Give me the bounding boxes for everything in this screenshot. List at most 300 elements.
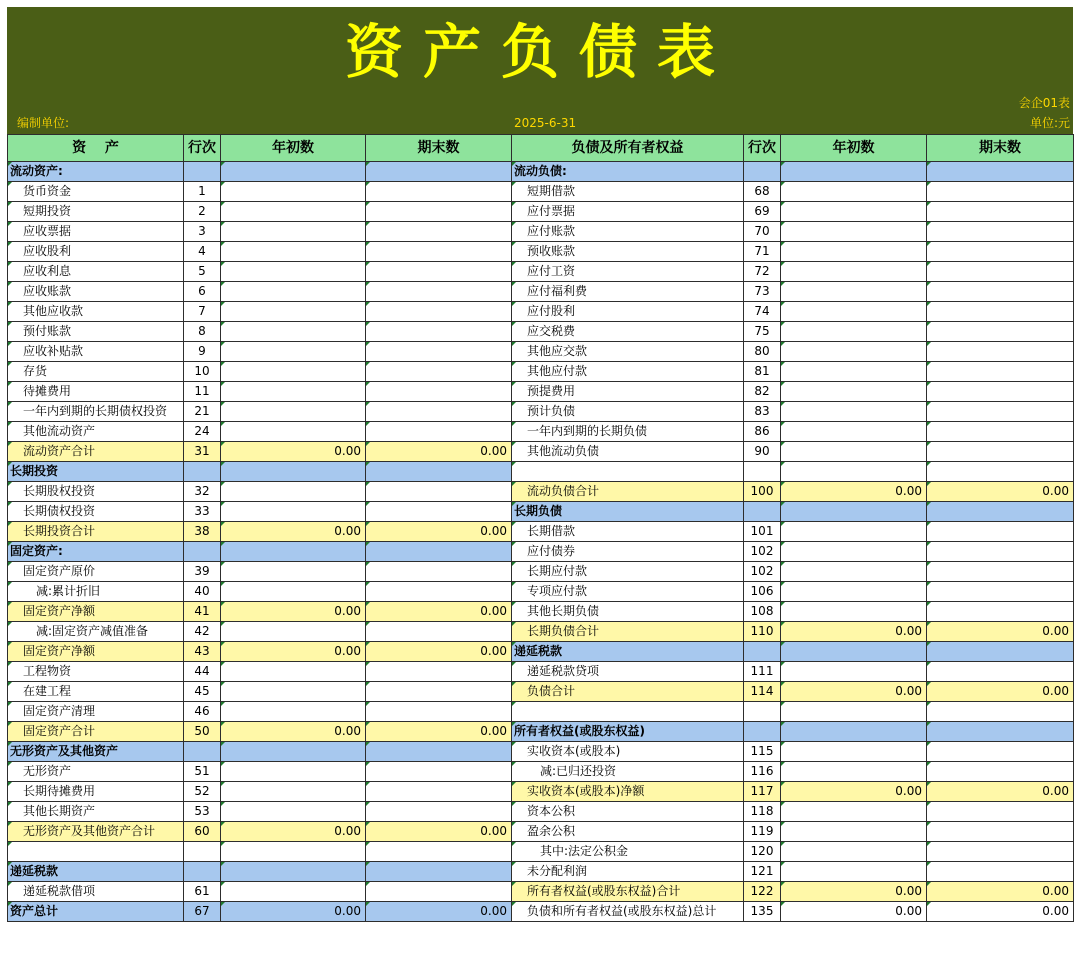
liability-closing-amount[interactable]	[927, 182, 1074, 202]
table-row	[8, 582, 1074, 602]
asset-item-label: 应收账款	[8, 282, 184, 302]
asset-line-number: 45	[184, 682, 221, 702]
liability-closing-amount[interactable]	[927, 602, 1074, 622]
liability-line-number	[744, 502, 781, 522]
asset-closing-amount[interactable]	[366, 202, 512, 222]
asset-closing-amount[interactable]	[366, 882, 512, 902]
liability-closing-amount[interactable]	[927, 862, 1074, 882]
liability-closing-amount[interactable]	[927, 562, 1074, 582]
liability-line-number: 82	[744, 382, 781, 402]
liability-line-number: 106	[744, 582, 781, 602]
asset-opening-amount[interactable]: 0.00	[221, 602, 366, 622]
asset-closing-amount[interactable]	[366, 762, 512, 782]
asset-item-label: 货币资金	[8, 182, 184, 202]
asset-opening-amount[interactable]	[221, 582, 366, 602]
asset-item-label: 待摊费用	[8, 382, 184, 402]
asset-closing-amount[interactable]	[366, 702, 512, 722]
liability-opening-amount[interactable]	[781, 722, 927, 742]
liability-line-number: 70	[744, 222, 781, 242]
liability-line-number: 121	[744, 862, 781, 882]
liability-opening-amount[interactable]	[781, 522, 927, 542]
asset-closing-amount[interactable]	[366, 162, 512, 182]
liability-closing-amount[interactable]	[927, 842, 1074, 862]
asset-item-label: 流动资产合计	[8, 442, 184, 462]
liability-closing-amount[interactable]	[927, 262, 1074, 282]
col-header-assets: 资 产	[8, 135, 184, 162]
asset-line-number: 53	[184, 802, 221, 822]
asset-closing-amount[interactable]	[366, 662, 512, 682]
table-row	[8, 222, 1074, 242]
asset-item-label: 应收利息	[8, 262, 184, 282]
liability-opening-amount[interactable]	[781, 222, 927, 242]
liability-item-label: 应付债券	[512, 542, 744, 562]
asset-line-number: 1	[184, 182, 221, 202]
liability-item-label: 应付股利	[512, 302, 744, 322]
table-row	[8, 702, 1074, 722]
asset-item-label: 其他应收款	[8, 302, 184, 322]
asset-line-number: 39	[184, 562, 221, 582]
liability-opening-amount[interactable]	[781, 542, 927, 562]
asset-opening-amount[interactable]: 0.00	[221, 822, 366, 842]
asset-opening-amount[interactable]	[221, 162, 366, 182]
liability-item-label: 所有者权益(或股东权益)	[512, 722, 744, 742]
table-row	[8, 162, 1074, 182]
liability-closing-amount[interactable]	[927, 702, 1074, 722]
liability-item-label: 所有者权益(或股东权益)合计	[512, 882, 744, 902]
asset-item-label: 固定资产净额	[8, 602, 184, 622]
asset-line-number: 4	[184, 242, 221, 262]
liability-opening-amount[interactable]	[781, 602, 927, 622]
asset-opening-amount[interactable]	[221, 422, 366, 442]
liability-line-number: 75	[744, 322, 781, 342]
asset-opening-amount[interactable]	[221, 622, 366, 642]
liability-item-label: 应付票据	[512, 202, 744, 222]
liability-item-label: 其他应交款	[512, 342, 744, 362]
table-row	[8, 242, 1074, 262]
table-row	[8, 662, 1074, 682]
table-row	[8, 382, 1074, 402]
asset-opening-amount[interactable]	[221, 322, 366, 342]
liability-closing-amount[interactable]	[927, 742, 1074, 762]
asset-line-number: 51	[184, 762, 221, 782]
liability-opening-amount[interactable]	[781, 242, 927, 262]
liability-closing-amount[interactable]	[927, 322, 1074, 342]
asset-closing-amount[interactable]	[366, 842, 512, 862]
asset-opening-amount[interactable]	[221, 402, 366, 422]
asset-opening-amount[interactable]	[221, 662, 366, 682]
asset-line-number: 31	[184, 442, 221, 462]
asset-closing-amount[interactable]	[366, 582, 512, 602]
asset-opening-amount[interactable]	[221, 342, 366, 362]
asset-opening-amount[interactable]	[221, 702, 366, 722]
asset-item-label: 工程物资	[8, 662, 184, 682]
asset-line-number: 38	[184, 522, 221, 542]
table-row	[8, 642, 1074, 662]
asset-line-number: 33	[184, 502, 221, 522]
asset-item-label: 流动资产:	[8, 162, 184, 182]
asset-closing-amount[interactable]	[366, 622, 512, 642]
liability-closing-amount[interactable]	[927, 802, 1074, 822]
asset-opening-amount[interactable]	[221, 562, 366, 582]
asset-closing-amount[interactable]	[366, 322, 512, 342]
liability-line-number: 71	[744, 242, 781, 262]
liability-opening-amount[interactable]: 0.00	[781, 882, 927, 902]
liability-closing-amount[interactable]	[927, 582, 1074, 602]
liability-line-number: 100	[744, 482, 781, 502]
table-row	[8, 802, 1074, 822]
liability-closing-amount[interactable]	[927, 662, 1074, 682]
liability-line-number: 101	[744, 522, 781, 542]
liability-line-number: 73	[744, 282, 781, 302]
liability-closing-amount[interactable]: 0.00	[927, 902, 1074, 922]
liability-line-number: 110	[744, 622, 781, 642]
asset-item-label: 资产总计	[8, 902, 184, 922]
liability-closing-amount[interactable]	[927, 422, 1074, 442]
liability-opening-amount[interactable]	[781, 202, 927, 222]
col-header-opening-balance: 年初数	[781, 135, 927, 162]
liability-line-number: 80	[744, 342, 781, 362]
liability-opening-amount[interactable]	[781, 362, 927, 382]
asset-item-label: 减:累计折旧	[8, 582, 184, 602]
liability-closing-amount[interactable]	[927, 822, 1074, 842]
table-row	[8, 422, 1074, 442]
liability-opening-amount[interactable]: 0.00	[781, 682, 927, 702]
form-code: 会企01表	[1018, 96, 1070, 110]
asset-opening-amount[interactable]: 0.00	[221, 902, 366, 922]
asset-closing-amount[interactable]	[366, 742, 512, 762]
liability-closing-amount[interactable]: 0.00	[927, 622, 1074, 642]
table-row	[8, 822, 1074, 842]
asset-opening-amount[interactable]	[221, 302, 366, 322]
title-banner	[7, 7, 1073, 135]
asset-opening-amount[interactable]	[221, 202, 366, 222]
liability-item-label: 未分配利润	[512, 862, 744, 882]
asset-item-label: 应收股利	[8, 242, 184, 262]
liability-item-label: 负债合计	[512, 682, 744, 702]
liability-closing-amount[interactable]	[927, 342, 1074, 362]
asset-line-number	[184, 542, 221, 562]
liability-opening-amount[interactable]: 0.00	[781, 482, 927, 502]
asset-opening-amount[interactable]	[221, 502, 366, 522]
liability-item-label: 预提费用	[512, 382, 744, 402]
liability-opening-amount[interactable]	[781, 642, 927, 662]
table-row	[8, 862, 1074, 882]
asset-line-number	[184, 462, 221, 482]
liability-item-label: 应交税费	[512, 322, 744, 342]
asset-item-label: 减:固定资产减值准备	[8, 622, 184, 642]
liability-line-number	[744, 462, 781, 482]
liability-closing-amount[interactable]	[927, 362, 1074, 382]
asset-item-label: 在建工程	[8, 682, 184, 702]
liability-closing-amount[interactable]	[927, 282, 1074, 302]
liability-line-number: 117	[744, 782, 781, 802]
table-row	[8, 402, 1074, 422]
liability-closing-amount[interactable]	[927, 642, 1074, 662]
liability-closing-amount[interactable]	[927, 722, 1074, 742]
liability-opening-amount[interactable]	[781, 302, 927, 322]
liability-opening-amount[interactable]	[781, 562, 927, 582]
liability-opening-amount[interactable]	[781, 862, 927, 882]
liability-item-label: 递延税款贷项	[512, 662, 744, 682]
asset-closing-amount[interactable]: 0.00	[366, 602, 512, 622]
asset-opening-amount[interactable]	[221, 462, 366, 482]
liability-opening-amount[interactable]	[781, 422, 927, 442]
liability-line-number: 102	[744, 562, 781, 582]
liability-closing-amount[interactable]	[927, 522, 1074, 542]
asset-item-label: 固定资产清理	[8, 702, 184, 722]
liability-item-label: 盈余公积	[512, 822, 744, 842]
asset-item-label: 长期股权投资	[8, 482, 184, 502]
asset-closing-amount[interactable]	[366, 782, 512, 802]
liability-item-label: 流动负债合计	[512, 482, 744, 502]
asset-item-label: 长期债权投资	[8, 502, 184, 522]
asset-line-number: 44	[184, 662, 221, 682]
table-row	[8, 282, 1074, 302]
liability-closing-amount[interactable]	[927, 162, 1074, 182]
asset-closing-amount[interactable]	[366, 342, 512, 362]
asset-item-label: 固定资产:	[8, 542, 184, 562]
liability-line-number: 119	[744, 822, 781, 842]
liability-closing-amount[interactable]	[927, 442, 1074, 462]
liability-item-label	[512, 462, 744, 482]
asset-line-number: 52	[184, 782, 221, 802]
asset-line-number: 2	[184, 202, 221, 222]
asset-item-label: 一年内到期的长期债权投资	[8, 402, 184, 422]
asset-opening-amount[interactable]	[221, 682, 366, 702]
asset-closing-amount[interactable]	[366, 802, 512, 822]
liability-closing-amount[interactable]	[927, 382, 1074, 402]
asset-opening-amount[interactable]	[221, 262, 366, 282]
liability-line-number: 114	[744, 682, 781, 702]
liability-line-number: 90	[744, 442, 781, 462]
asset-opening-amount[interactable]	[221, 882, 366, 902]
liability-closing-amount[interactable]: 0.00	[927, 482, 1074, 502]
liability-closing-amount[interactable]	[927, 502, 1074, 522]
liability-closing-amount[interactable]	[927, 202, 1074, 222]
asset-closing-amount[interactable]	[366, 382, 512, 402]
col-header-opening-balance: 年初数	[221, 135, 366, 162]
asset-closing-amount[interactable]	[366, 482, 512, 502]
liability-line-number: 86	[744, 422, 781, 442]
asset-opening-amount[interactable]	[221, 242, 366, 262]
liability-line-number: 135	[744, 902, 781, 922]
table-row	[8, 762, 1074, 782]
asset-item-label: 其他长期资产	[8, 802, 184, 822]
liability-opening-amount[interactable]	[781, 402, 927, 422]
table-row	[8, 262, 1074, 282]
asset-line-number: 40	[184, 582, 221, 602]
asset-line-number: 46	[184, 702, 221, 722]
liability-opening-amount[interactable]	[781, 262, 927, 282]
asset-opening-amount[interactable]	[221, 862, 366, 882]
liability-closing-amount[interactable]	[927, 462, 1074, 482]
liability-closing-amount[interactable]	[927, 242, 1074, 262]
liability-opening-amount[interactable]	[781, 382, 927, 402]
asset-closing-amount[interactable]	[366, 282, 512, 302]
asset-closing-amount[interactable]: 0.00	[366, 902, 512, 922]
liability-closing-amount[interactable]: 0.00	[927, 682, 1074, 702]
asset-opening-amount[interactable]	[221, 782, 366, 802]
asset-item-label: 长期投资合计	[8, 522, 184, 542]
liability-opening-amount[interactable]	[781, 322, 927, 342]
liability-item-label: 长期负债合计	[512, 622, 744, 642]
asset-opening-amount[interactable]	[221, 362, 366, 382]
asset-line-number: 3	[184, 222, 221, 242]
asset-item-label: 递延税款	[8, 862, 184, 882]
asset-line-number: 50	[184, 722, 221, 742]
asset-closing-amount[interactable]	[366, 422, 512, 442]
balance-sheet-table	[7, 134, 1074, 922]
asset-line-number: 6	[184, 282, 221, 302]
liability-opening-amount[interactable]: 0.00	[781, 622, 927, 642]
liability-item-label: 递延税款	[512, 642, 744, 662]
liability-closing-amount[interactable]: 0.00	[927, 882, 1074, 902]
liability-closing-amount[interactable]: 0.00	[927, 782, 1074, 802]
asset-item-label: 应收补贴款	[8, 342, 184, 362]
asset-closing-amount[interactable]: 0.00	[366, 442, 512, 462]
table-row	[8, 202, 1074, 222]
asset-closing-amount[interactable]	[366, 362, 512, 382]
asset-line-number: 9	[184, 342, 221, 362]
liability-item-label: 应付福利费	[512, 282, 744, 302]
asset-item-label: 长期投资	[8, 462, 184, 482]
asset-line-number: 61	[184, 882, 221, 902]
asset-closing-amount[interactable]: 0.00	[366, 522, 512, 542]
asset-line-number: 5	[184, 262, 221, 282]
liability-opening-amount[interactable]	[781, 842, 927, 862]
asset-opening-amount[interactable]	[221, 542, 366, 562]
asset-opening-amount[interactable]	[221, 762, 366, 782]
asset-opening-amount[interactable]	[221, 482, 366, 502]
table-row	[8, 362, 1074, 382]
asset-closing-amount[interactable]: 0.00	[366, 822, 512, 842]
liability-item-label: 长期借款	[512, 522, 744, 542]
asset-item-label: 固定资产原价	[8, 562, 184, 582]
asset-line-number: 11	[184, 382, 221, 402]
liability-closing-amount[interactable]	[927, 402, 1074, 422]
asset-closing-amount[interactable]	[366, 302, 512, 322]
asset-opening-amount[interactable]	[221, 382, 366, 402]
liability-line-number: 116	[744, 762, 781, 782]
liability-closing-amount[interactable]	[927, 222, 1074, 242]
liability-item-label: 长期负债	[512, 502, 744, 522]
liability-opening-amount[interactable]	[781, 742, 927, 762]
liability-item-label: 其他应付款	[512, 362, 744, 382]
asset-closing-amount[interactable]	[366, 222, 512, 242]
table-row	[8, 682, 1074, 702]
asset-item-label: 短期投资	[8, 202, 184, 222]
page-title: 资产负债表	[344, 18, 735, 86]
asset-line-number: 43	[184, 642, 221, 662]
liability-opening-amount[interactable]	[781, 662, 927, 682]
liability-item-label: 应付账款	[512, 222, 744, 242]
liability-item-label: 负债和所有者权益(或股东权益)总计	[512, 902, 744, 922]
col-header-closing-balance: 期末数	[927, 135, 1074, 162]
asset-closing-amount[interactable]	[366, 402, 512, 422]
table-row	[8, 522, 1074, 542]
asset-item-label: 递延税款借项	[8, 882, 184, 902]
liability-opening-amount[interactable]	[781, 182, 927, 202]
asset-opening-amount[interactable]: 0.00	[221, 722, 366, 742]
table-row	[8, 502, 1074, 522]
liability-opening-amount[interactable]	[781, 502, 927, 522]
col-header-closing-balance: 期末数	[366, 135, 512, 162]
liability-opening-amount[interactable]	[781, 462, 927, 482]
asset-opening-amount[interactable]	[221, 222, 366, 242]
asset-opening-amount[interactable]	[221, 842, 366, 862]
asset-closing-amount[interactable]	[366, 262, 512, 282]
liability-closing-amount[interactable]	[927, 762, 1074, 782]
table-row	[8, 182, 1074, 202]
liability-opening-amount[interactable]	[781, 342, 927, 362]
liability-line-number: 72	[744, 262, 781, 282]
asset-line-number: 32	[184, 482, 221, 502]
table-row	[8, 442, 1074, 462]
liability-opening-amount[interactable]: 0.00	[781, 902, 927, 922]
liability-item-label: 实收资本(或股本)	[512, 742, 744, 762]
asset-closing-amount[interactable]: 0.00	[366, 642, 512, 662]
asset-closing-amount[interactable]	[366, 542, 512, 562]
asset-item-label	[8, 842, 184, 862]
asset-opening-amount[interactable]: 0.00	[221, 442, 366, 462]
liability-opening-amount[interactable]	[781, 762, 927, 782]
report-date: 2025-6-31	[514, 116, 577, 130]
table-row	[8, 342, 1074, 362]
liability-opening-amount[interactable]	[781, 442, 927, 462]
asset-closing-amount[interactable]	[366, 502, 512, 522]
liability-closing-amount[interactable]	[927, 302, 1074, 322]
liability-opening-amount[interactable]	[781, 282, 927, 302]
table-row	[8, 322, 1074, 342]
liability-opening-amount[interactable]	[781, 802, 927, 822]
asset-closing-amount[interactable]	[366, 682, 512, 702]
asset-line-number: 21	[184, 402, 221, 422]
asset-closing-amount[interactable]	[366, 462, 512, 482]
asset-item-label: 固定资产净额	[8, 642, 184, 662]
asset-opening-amount[interactable]	[221, 742, 366, 762]
liability-item-label: 应付工资	[512, 262, 744, 282]
liability-opening-amount[interactable]	[781, 822, 927, 842]
liability-closing-amount[interactable]	[927, 542, 1074, 562]
liability-opening-amount[interactable]	[781, 162, 927, 182]
liability-item-label: 专项应付款	[512, 582, 744, 602]
asset-closing-amount[interactable]	[366, 562, 512, 582]
asset-closing-amount[interactable]	[366, 242, 512, 262]
liability-item-label	[512, 702, 744, 722]
asset-closing-amount[interactable]: 0.00	[366, 722, 512, 742]
table-row	[8, 562, 1074, 582]
table-row	[8, 742, 1074, 762]
asset-opening-amount[interactable]: 0.00	[221, 522, 366, 542]
asset-item-label: 无形资产	[8, 762, 184, 782]
asset-closing-amount[interactable]	[366, 182, 512, 202]
column-header-row	[8, 135, 1074, 162]
asset-opening-amount[interactable]	[221, 282, 366, 302]
liability-opening-amount[interactable]	[781, 702, 927, 722]
asset-opening-amount[interactable]: 0.00	[221, 642, 366, 662]
asset-opening-amount[interactable]	[221, 802, 366, 822]
asset-item-label: 无形资产及其他资产	[8, 742, 184, 762]
table-row	[8, 602, 1074, 622]
asset-line-number: 10	[184, 362, 221, 382]
liability-opening-amount[interactable]: 0.00	[781, 782, 927, 802]
liability-opening-amount[interactable]	[781, 582, 927, 602]
liability-line-number: 81	[744, 362, 781, 382]
asset-closing-amount[interactable]	[366, 862, 512, 882]
liability-item-label: 短期借款	[512, 182, 744, 202]
asset-opening-amount[interactable]	[221, 182, 366, 202]
liability-item-label: 其他长期负债	[512, 602, 744, 622]
